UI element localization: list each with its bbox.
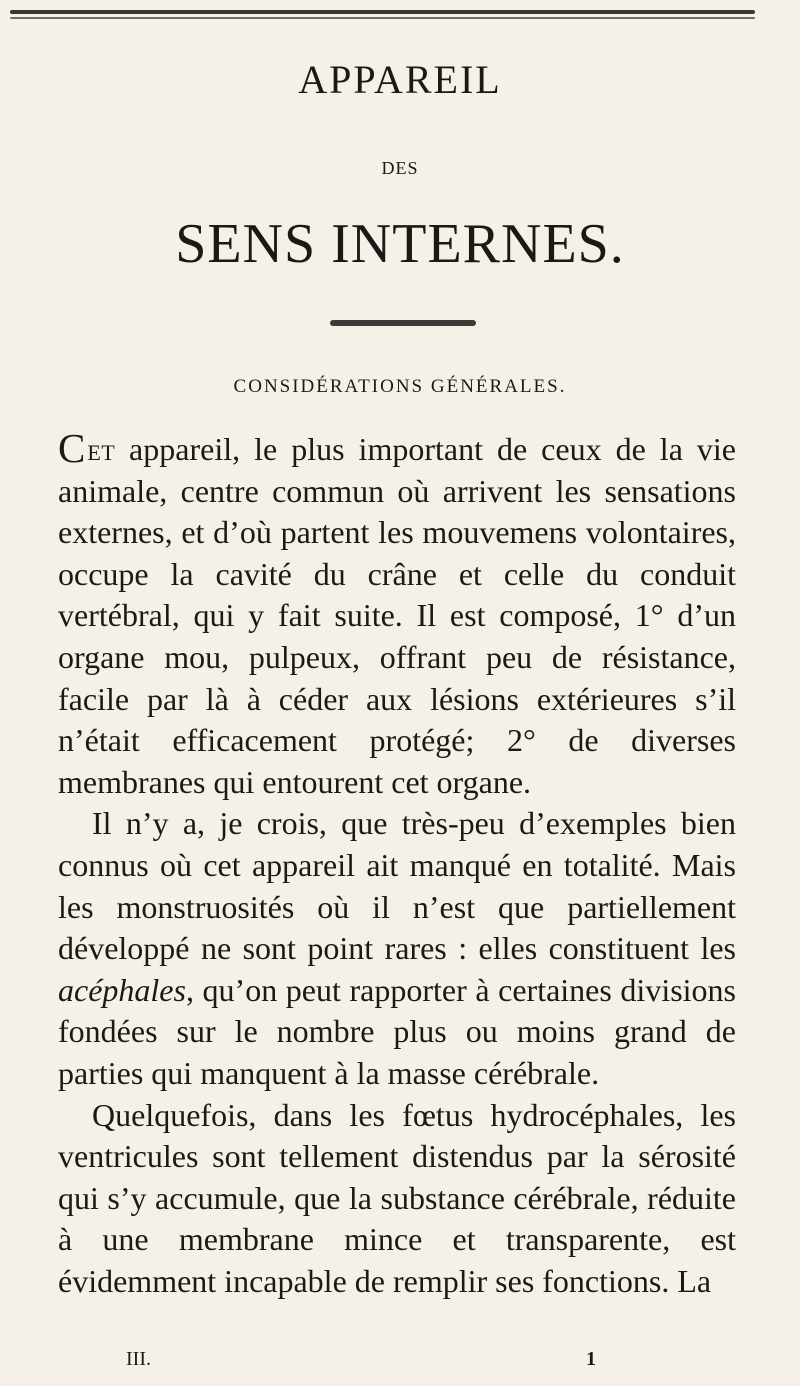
title-main: APPAREIL — [298, 57, 502, 102]
footer-signature: 1 — [586, 1348, 596, 1370]
top-rule-thin — [10, 17, 755, 19]
paragraph-3 — [58, 1095, 736, 1303]
body-text — [58, 425, 736, 1302]
title-des: DES — [381, 158, 419, 178]
footer-volume: III. — [126, 1348, 151, 1370]
title-sens: SENS INTERNES. — [175, 213, 625, 275]
paragraph-initial: C — [58, 425, 86, 471]
paragraph-1 — [58, 425, 736, 803]
paragraph-2-before: Il n’y a, je crois, que très-peu d’exemples bien connus où cet appareil ait manqué en totalité. Mais les monstruosités où il n’est que partiellement développé ne sont point rares : elles constituent les — [58, 805, 736, 967]
paragraph-2-after: , qu’on peut rapporter à certaines divisions fondées sur le nombre plus ou moins grand de parties qui manquent à la masse cérébrale. — [58, 971, 736, 1091]
paragraph-2 — [58, 803, 736, 1094]
section-title: CONSIDÉRATIONS GÉNÉRALES. — [233, 376, 567, 397]
separator-ornament — [330, 320, 476, 326]
paragraph-2-italic: acéphales — [58, 971, 186, 1008]
top-rule — [10, 10, 755, 14]
paragraph-3-text: Quelquefois, dans les fœtus hydrocéphales, les ventricules sont tellement distendus par la sérosité qui s’y accumule, que la substance cérébrale, réduite à une membrane mince et transparente, est évidemment incapable de remplir ses fonctions. La — [58, 1096, 736, 1299]
paragraph-smallcaps: et — [87, 431, 116, 467]
paragraph-1-text: appareil, le plus important de ceux de la vie animale, centre commun où arrivent les sensations externes, et d’où partent les mouvemens volontaires, occupe la cavité du crâne et celle du conduit vertébral, qui y fait suite. Il est composé, 1° d’un organe mou, pulpeux, offrant peu de résistance, facile par là à céder aux lésions extérieures s’il n’était efficacement protégé; 2° de diverses membranes qui entourent cet organe. — [58, 431, 736, 800]
